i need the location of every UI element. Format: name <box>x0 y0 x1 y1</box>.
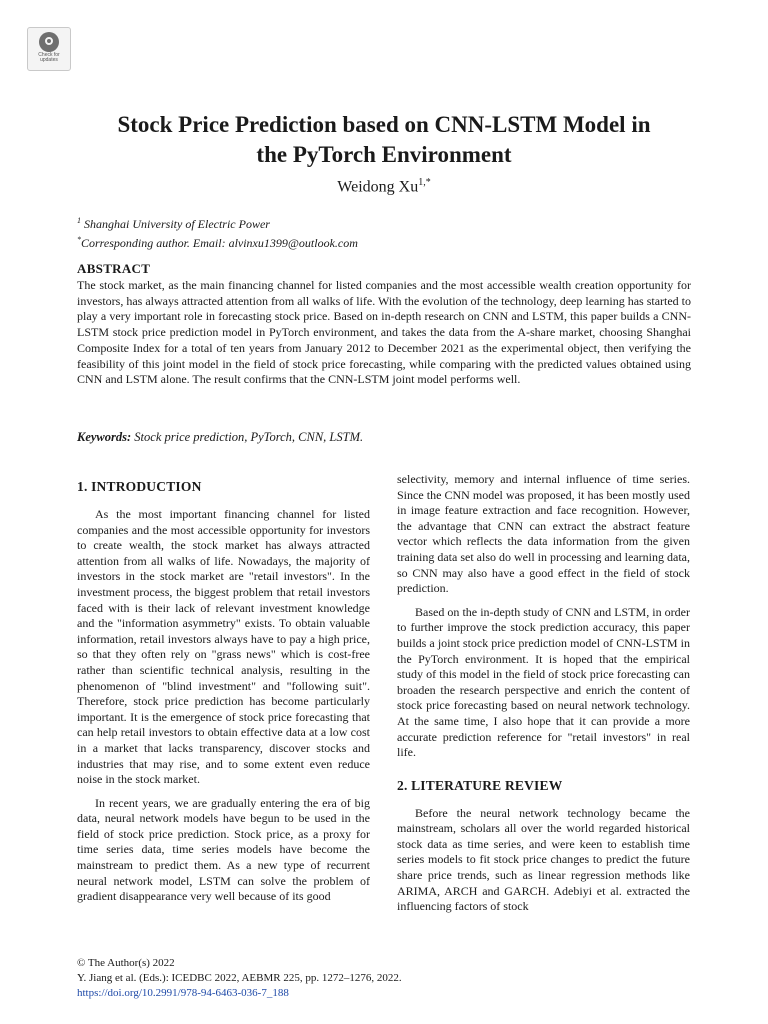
paper-title-line1: Stock Price Prediction based on CNN-LSTM Model in <box>117 112 651 137</box>
footer-citation: Y. Jiang et al. (Eds.): ICEDBC 2022, AEBMR 225, pp. 1272–1276, 2022. <box>77 972 402 984</box>
intro-paragraph-1: As the most important financing channel for listed companies and the most accessible opportunity for investors to create wealth, the stock market has always attracted attention from all walks of life. Nowadays, the majority of investors in the stock market are "retail investors". In the investment process, the biggest problem that retail investors faced with is their lack of relevant investment knowledge and the "information asymmetry" exists. To obtain valuable information, retail investors always have to pay a high price, so that they often rely on "grass news" which is cost-free rather than scientific technical analysis, resulting in the phenomenon of "blind investment" and "following suit". Therefore, stock price prediction has become particularly important. It is the emergence of stock price forecasting that can help retail investors to obtain effective data at a low cost in a market that lacks transparency, discover stocks and industries that may rise, and to some extent even reduce noise in the stock market. <box>77 507 370 787</box>
check-for-updates-icon <box>39 32 59 52</box>
affiliation-mark-2: * <box>77 235 81 244</box>
affiliation-mark-1: 1 <box>77 216 81 225</box>
footer-copyright: © The Author(s) 2022 <box>77 957 175 969</box>
intro-paragraph-4: Based on the in-depth study of CNN and LSTM, in order to further improve the stock prediction accuracy, this paper builds a joint stock price prediction model of CNN-LSTM in the PyTorch environment. It is hoped that the empirical study of this model in the field of stock price forecasting can broaden the research perspective and enrich the content of stock price forecasting based on neural network technology. At the same time, I also hope that it can provide a more accurate prediction reference for "retail investors" in real life. <box>397 604 690 760</box>
affiliation-line2: Corresponding author. Email: alvinxu1399@outlook.com <box>81 236 358 250</box>
keywords-label: Keywords: <box>77 430 132 444</box>
intro-paragraph-3: selectivity, memory and internal influence of time series. Since the CNN model was proposed, it has been mostly used in image feature extraction and face recognition. However, the advantage that CNN can extract the abstract feature vector which reflects the data information from the given training data set also do well in processing and learning data, so CNN may also have a good effect in the field of stock prediction. <box>397 472 690 596</box>
badge-label-line2: updates <box>40 57 58 63</box>
keywords-line <box>77 429 363 445</box>
abstract-heading: ABSTRACT <box>77 261 151 276</box>
affiliation-line1: Shanghai University of Electric Power <box>81 217 270 231</box>
author-name: Weidong Xu <box>337 178 419 196</box>
badge-label-line1: Check for <box>38 52 60 58</box>
author-marks: 1,* <box>418 177 431 188</box>
keywords-value: Stock price prediction, PyTorch, CNN, LSTM. <box>131 430 364 444</box>
left-column <box>77 478 370 913</box>
section-heading-literature-review: 2. LITERATURE REVIEW <box>397 777 563 793</box>
page-footer <box>77 956 402 1001</box>
check-for-updates-badge[interactable] <box>27 27 71 71</box>
right-column <box>397 472 690 923</box>
paper-title <box>40 110 728 170</box>
intro-paragraph-2: In recent years, we are gradually entering the era of big data, neural network models have begun to be used in the field of stock price prediction. Stock price, as a proxy for time series data, time series models have become the mainstream to predict them. As a new type of recurrent neural network model, LSTM can solve the problem of gradient disappearance very well because of its good <box>77 795 370 904</box>
affiliations <box>77 213 358 251</box>
doi-link[interactable]: https://doi.org/10.2991/978-94-6463-036-7_188 <box>77 987 289 999</box>
author-line <box>0 172 768 198</box>
abstract-text: The stock market, as the main financing channel for listed companies and the most accessible wealth creation opportunity for investors, has always attracted attention from all walks of life. With the evolution of the technology, deep learning has started to play a very important role in forecasting stock price. Based on in-depth research on CNN and LSTM, this paper builds a CNN-LSTM stock price prediction model in PyTorch environment, and takes the data from the A-share market, choosing Shanghai Composite Index for a total of ten years from January 2012 to December 2021 as the experimental object, then verifying the feasibility of this joint model in the field of stock price forecasting, while comparing with the predicted values obtained using CNN and LSTM alone. The result confirms that the CNN-LSTM joint model performs well. <box>77 278 692 387</box>
section-heading-introduction: 1. INTRODUCTION <box>77 479 202 494</box>
paper-title-line2: the PyTorch Environment <box>256 142 512 167</box>
literature-paragraph-1: Before the neural network technology became the mainstream, scholars all over the world regarded historical stock data as time series, and were keen to establish time series models to fit stock price changes to predict the future share price trends, such as linear regression methods like ARIMA, ARCH and GARCH. Adebiyi et al. extracted the influencing factors of stock <box>397 805 690 914</box>
